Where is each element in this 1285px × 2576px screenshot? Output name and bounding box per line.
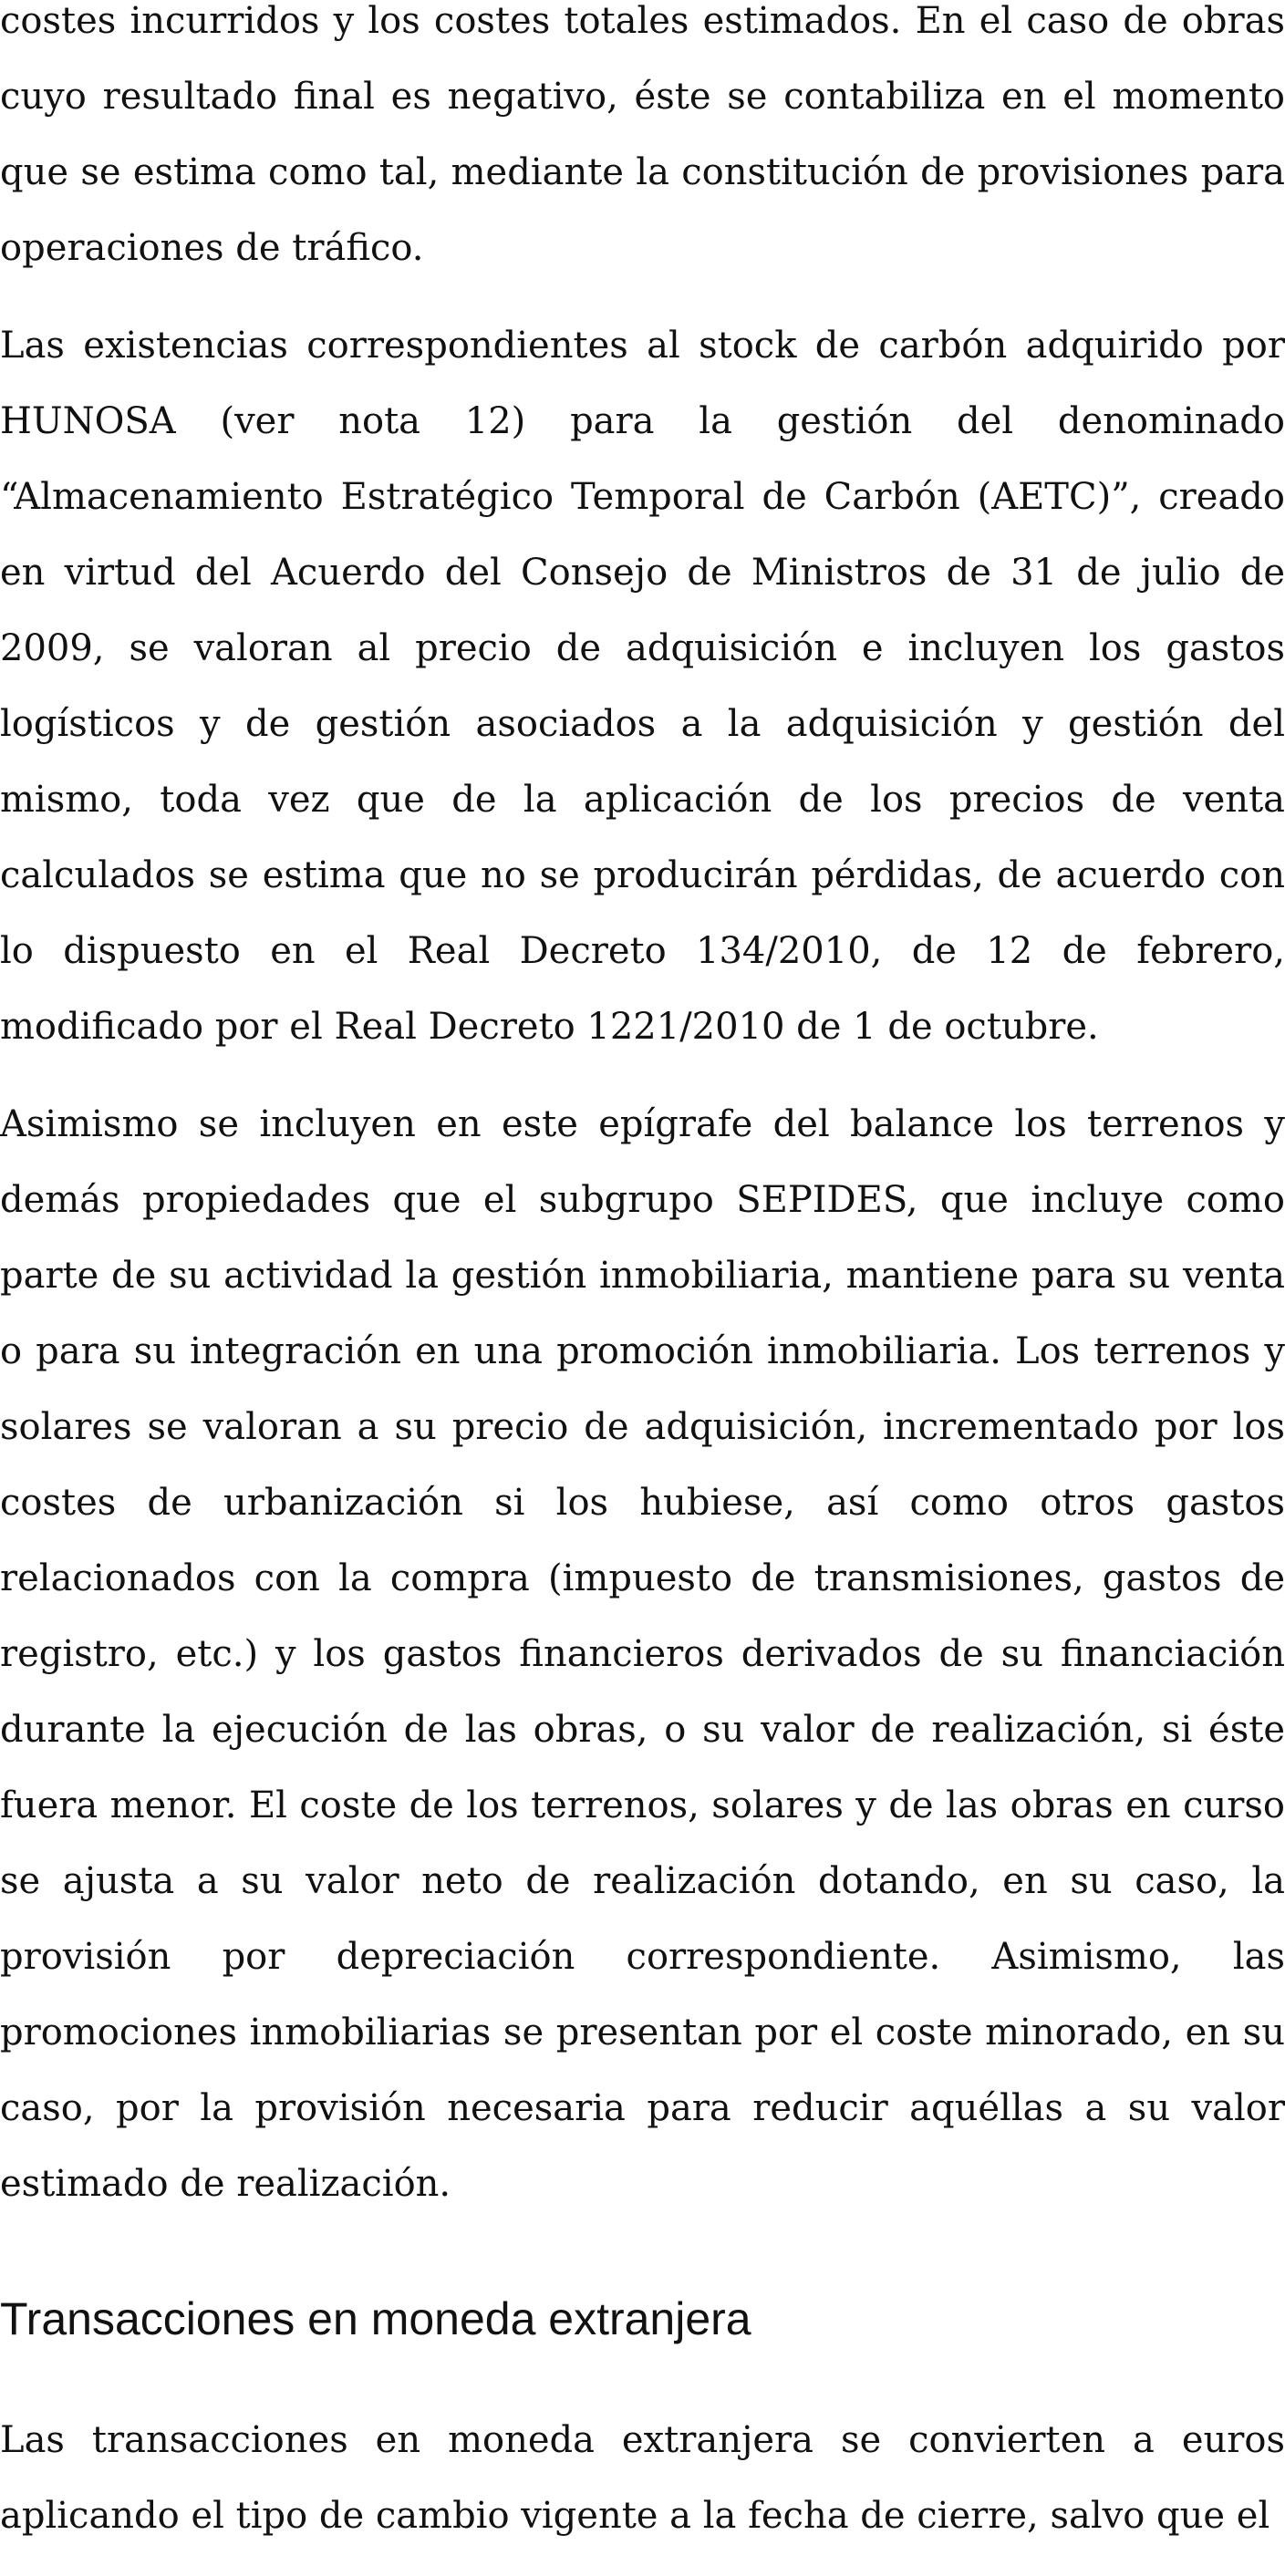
paragraph-real-estate: Asimismo se incluyen en este epígrafe del balance los terrenos y demás propiedades que el subgrupo SEPIDES, que incluye como parte de su actividad la gestión inmobiliaria, mantiene para su venta o para su integración en una promoción inmobiliaria. Los terrenos y solares se valoran a su precio de adquisición, incrementado por los costes de urbanización si los hubiese, así como otros gastos relacionados con la compra (impuesto de transmisiones, gastos de registro, etc.) y los gastos financieros derivados de su financiación durante la ejecución de las obras, o su valor de realización, si éste fuera menor. El coste de los terrenos, solares y de las obras en curso se ajusta a su valor neto de realización dotando, en su caso, la provisión por depreciación correspondiente. Asimismo, las promociones inmobiliarias se presentan por el coste minorado, en su caso, por la provisión necesaria para reducir aquéllas a su valor estimado de realización. xyxy=(0,1103,1285,2205)
paragraph-coal-stock: Las existencias correspondientes al stock de carbón adquirido por HUNOSA (ver nota 12) para la gestión del denominado “Almacenamiento Estratégico Temporal de Carbón (AETC)”, creado en virtud del Acuerdo del Consejo de Ministros de 31 de julio de 2009, se valoran al precio de adquisición e incluyen los gastos logísticos y de gestión asociados a la adquisición y gestión del mismo, toda vez que de la aplicación de los precios de venta calculados se estima que no se producirán pérdidas, de acuerdo con lo dispuesto en el Real Decreto 134/2010, de 12 de febrero, modificado por el Real Decreto 1221/2010 de 1 de octubre. xyxy=(0,325,1285,1048)
paragraph-foreign-currency: Las transacciones en moneda extranjera se convierten a euros aplicando el tipo de cambio vigente a la fecha de cierre, salvo que el xyxy=(0,2419,1285,2537)
section-heading-foreign-currency: Transacciones en moneda extranjera xyxy=(0,2293,751,2344)
paragraph-work-in-progress-costs: costes incurridos y los costes totales estimados. En el caso de obras cuyo resultado final es negativo, éste se contabiliza en el momento que se estima como tal, mediante la constitución de provisiones para operaciones de tráfico. xyxy=(0,0,1285,269)
